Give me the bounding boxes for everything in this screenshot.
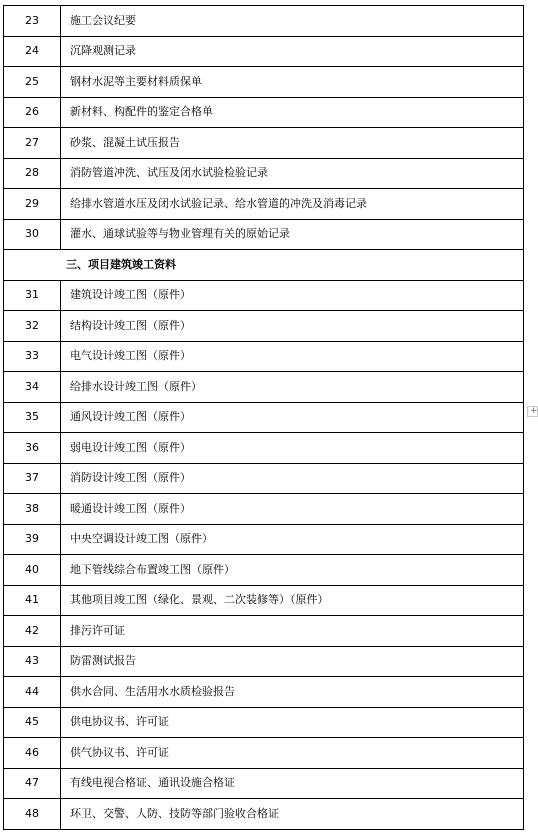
- row-item-text: 结构设计竣工图（原件）: [61, 311, 524, 342]
- row-item-text: 供气协议书、许可证: [61, 738, 524, 769]
- row-item-text: 供电协议书、许可证: [61, 707, 524, 738]
- document-table: [3, 5, 524, 830]
- plus-icon: +: [530, 406, 538, 416]
- row-number: 46: [4, 738, 61, 769]
- table-body: [4, 6, 524, 830]
- table-row: [4, 433, 524, 464]
- row-number: 38: [4, 494, 61, 525]
- table-row: [4, 219, 524, 250]
- table-row: [4, 494, 524, 525]
- row-number: 48: [4, 799, 61, 830]
- row-item-text: 沉降观测记录: [61, 36, 524, 67]
- table-row: [4, 341, 524, 372]
- section-heading-row: [4, 250, 524, 281]
- table-row: [4, 524, 524, 555]
- table-row: [4, 36, 524, 67]
- row-item-text: 排污许可证: [61, 616, 524, 647]
- table-row: [4, 463, 524, 494]
- row-number: 23: [4, 6, 61, 37]
- row-item-text: 灌水、通球试验等与物业管理有关的原始记录: [61, 219, 524, 250]
- row-number: 33: [4, 341, 61, 372]
- row-item-text: 弱电设计竣工图（原件）: [61, 433, 524, 464]
- table-row: [4, 67, 524, 98]
- table-row: [4, 189, 524, 220]
- row-item-text: 给排水设计竣工图（原件）: [61, 372, 524, 403]
- table-row: [4, 97, 524, 128]
- row-item-text: 砂浆、混凝土试压报告: [61, 128, 524, 159]
- row-number: 36: [4, 433, 61, 464]
- row-item-text: 地下管线综合布置竣工图（原件）: [61, 555, 524, 586]
- table-row: [4, 677, 524, 708]
- row-number: 37: [4, 463, 61, 494]
- row-number: 28: [4, 158, 61, 189]
- row-item-text: 暖通设计竣工图（原件）: [61, 494, 524, 525]
- table-row: [4, 768, 524, 799]
- row-item-text: 给排水管道水压及闭水试验记录、给水管道的冲洗及消毒记录: [61, 189, 524, 220]
- row-number: 45: [4, 707, 61, 738]
- row-number: 44: [4, 677, 61, 708]
- row-item-text: 建筑设计竣工图（原件）: [61, 280, 524, 311]
- row-number: 24: [4, 36, 61, 67]
- row-number: 41: [4, 585, 61, 616]
- row-item-text: 钢材水泥等主要材料质保单: [61, 67, 524, 98]
- row-number: 39: [4, 524, 61, 555]
- row-number: 29: [4, 189, 61, 220]
- table-row: [4, 280, 524, 311]
- section-heading: 三、项目建筑竣工资料: [4, 250, 524, 281]
- row-item-text: 其他项目竣工图（绿化、景观、二次装修等）（原件）: [61, 585, 524, 616]
- table-row: [4, 158, 524, 189]
- table-row: [4, 646, 524, 677]
- row-item-text: 施工会议纪要: [61, 6, 524, 37]
- table-row: [4, 128, 524, 159]
- row-item-text: 防雷测试报告: [61, 646, 524, 677]
- row-number: 31: [4, 280, 61, 311]
- table-row: [4, 585, 524, 616]
- row-number: 35: [4, 402, 61, 433]
- row-item-text: 消防管道冲洗、试压及闭水试验检验记录: [61, 158, 524, 189]
- row-number: 32: [4, 311, 61, 342]
- row-number: 47: [4, 768, 61, 799]
- table-row: [4, 402, 524, 433]
- row-item-text: 电气设计竣工图（原件）: [61, 341, 524, 372]
- row-number: 25: [4, 67, 61, 98]
- table-row: [4, 616, 524, 647]
- table-row: [4, 372, 524, 403]
- table-row: [4, 799, 524, 830]
- table-row: [4, 555, 524, 586]
- table-row: [4, 707, 524, 738]
- row-number: 42: [4, 616, 61, 647]
- row-number: 30: [4, 219, 61, 250]
- table-row: [4, 738, 524, 769]
- row-item-text: 供水合同、生活用水水质检验报告: [61, 677, 524, 708]
- row-number: 26: [4, 97, 61, 128]
- table-row: [4, 6, 524, 37]
- row-item-text: 新材料、构配件的鉴定合格单: [61, 97, 524, 128]
- row-number: 43: [4, 646, 61, 677]
- table-row: [4, 311, 524, 342]
- row-item-text: 环卫、交警、人防、技防等部门验收合格证: [61, 799, 524, 830]
- row-item-text: 消防设计竣工图（原件）: [61, 463, 524, 494]
- table-resize-handle[interactable]: [527, 406, 538, 417]
- row-item-text: 中央空调设计竣工图（原件）: [61, 524, 524, 555]
- row-number: 34: [4, 372, 61, 403]
- row-item-text: 通风设计竣工图（原件）: [61, 402, 524, 433]
- row-item-text: 有线电视合格证、通讯设施合格证: [61, 768, 524, 799]
- row-number: 27: [4, 128, 61, 159]
- row-number: 40: [4, 555, 61, 586]
